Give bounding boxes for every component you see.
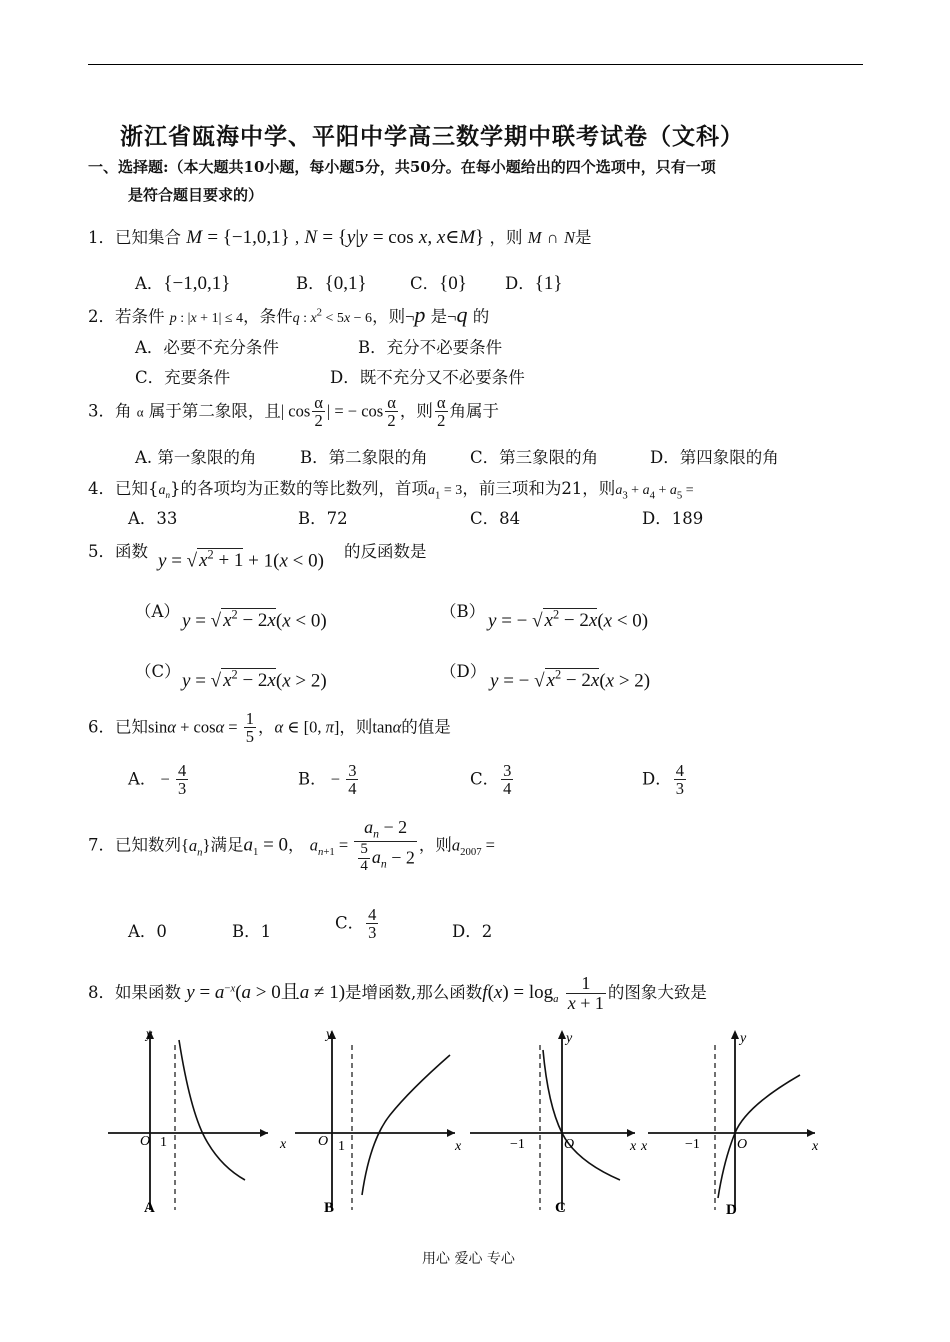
graph-c xyxy=(470,1030,637,1216)
q5-option-a-label: （A） xyxy=(135,602,180,621)
q4-option-b: B．72 xyxy=(298,509,348,528)
q3-option-d: D．第四象限的角 xyxy=(650,448,779,467)
q5-option-d-label: （D） xyxy=(440,662,487,681)
section-heading: 一、选择题:（本大题共10小题，每小题5分，共50分。在每小题给出的四个选项中，只有一项 xyxy=(88,158,716,176)
q7-option-d: D．2 xyxy=(452,922,493,941)
q4-option-c: C．84 xyxy=(470,509,521,528)
graph-b-x: x xyxy=(280,1137,287,1152)
graph-d-y: y xyxy=(740,1031,747,1046)
q5-option-a: y = √ $x^2 - 2x(x < 0)$ xyxy=(182,608,327,632)
graph-a-tick: 1 xyxy=(160,1135,167,1150)
graph-a-y: y xyxy=(146,1027,153,1042)
q2-option-d: D．既不充分又不必要条件 xyxy=(330,368,525,387)
graph-c-letter: C xyxy=(555,1200,566,1216)
q4-option-a: A．33 xyxy=(128,509,178,528)
q6-option-b: B． − $\frac{3}{4}$ xyxy=(298,761,357,799)
graph-b-y: y xyxy=(326,1027,333,1042)
q7-option-a: A．0 xyxy=(128,922,167,941)
graph-b-origin: O xyxy=(318,1134,329,1149)
q7-option-c: C． $\frac{4}{3}$ xyxy=(335,905,377,943)
q5-formula: y = √ $x^2 + 1 + 1(x < 0)$ xyxy=(158,548,324,572)
graph-d-tick: −1 xyxy=(685,1137,700,1152)
question-1: 1．已知集合 M = {−1,0,1} , N = {y|y = cos x, x∈M} ，则 M ∩ N是 xyxy=(88,227,592,248)
header-rule xyxy=(88,64,863,65)
graph-b-letter: B xyxy=(324,1200,335,1216)
q5-option-b: y = − √ $x^2 - 2x(x < 0)$ xyxy=(488,608,649,632)
question-6: 6．已知sinα + cosα = $\frac{1}{5}$ ，α ∈ [0, π]，则tanα的值是 xyxy=(88,709,451,747)
graph-b-tick: 1 xyxy=(338,1139,345,1154)
q4-option-d: D．189 xyxy=(642,509,704,528)
q2-option-c: C．充要条件 xyxy=(135,368,231,387)
q6-option-c: C． $\frac{3}{4}$ xyxy=(470,761,512,799)
q7-option-b: B．1 xyxy=(232,922,272,941)
question-2: 2．若条件 p : |x + 1| ≤ 4，条件q : $x^2 < 5x - 6$，则¬p 是¬q 的 xyxy=(88,302,490,327)
q1-option-d: D．{1} xyxy=(505,273,563,294)
graph-c-x: x xyxy=(630,1139,637,1154)
graph-a-origin: O xyxy=(140,1134,151,1149)
graph-d-x: x xyxy=(641,1139,648,1154)
question-3: 3．角 α 属于第二象限，且| cos $\frac{\alpha}{2}$ | = − cos $\frac{\alpha}{2}$ ，则 $\frac{\alpha}{2}$ 角属于 xyxy=(88,393,500,431)
graph-d-origin: O xyxy=(737,1137,748,1152)
graph-b-x2: x xyxy=(455,1139,462,1154)
q3-option-c: C．第三象限的角 xyxy=(470,448,599,467)
q5-option-c: y = √ $x^2 - 2x(x > 2)$ xyxy=(182,668,327,692)
question-7: 7．已知数列$\{a_n\}$满足$a_1 = 0$， $a_{n+1}$ = $a_n - 2$ $\frac{5}{4}$ $a_n - 2$ ，则$a_{2007}$ = xyxy=(88,817,495,874)
question-4: 4．已知$\{a_n\}$的各项均为正数的等比数列，首项$a_1 = 3$，前三项和为21，则$a_3 + a_4 + a_5$ = xyxy=(88,479,694,502)
q1-option-b: B．{0,1} xyxy=(296,273,367,294)
q5-option-d: y = − √ $x^2 - 2x(x > 2)$ xyxy=(490,668,651,692)
q1-option-c: C．{0} xyxy=(410,273,467,294)
graph-c-origin: O xyxy=(564,1137,575,1152)
graph-d xyxy=(640,1030,819,1218)
q2-option-a: A．必要不充分条件 xyxy=(135,338,279,357)
q3-option-b: B．第二象限的角 xyxy=(300,448,428,467)
page-footer: 用心 爱心 专心 xyxy=(422,1251,515,1267)
graph-d-x2: x xyxy=(812,1139,819,1154)
page-title: 浙江省瓯海中学、平阳中学高三数学期中联考试卷（文科） xyxy=(120,123,744,150)
graph-a xyxy=(108,1027,268,1216)
section-heading-cont: 是符合题目要求的） xyxy=(128,186,264,204)
q2-option-b: B．充分不必要条件 xyxy=(358,338,503,357)
q5-option-c-label: （C） xyxy=(135,662,181,681)
q6-option-d: D． $\frac{4}{3}$ xyxy=(642,761,684,799)
q5-option-b-label: （B） xyxy=(440,602,486,621)
q1-option-a: A．{−1,0,1} xyxy=(135,273,231,294)
q3-option-a: A. 第一象限的角 xyxy=(135,448,257,467)
graph-b xyxy=(279,1027,462,1216)
graph-a-letter: A xyxy=(144,1200,155,1216)
q8-graphs xyxy=(100,1020,840,1230)
graph-d-letter: D xyxy=(726,1202,737,1218)
question-8: 8．如果函数 $y = a^{-x}(a > 0$且a ≠ 1)是增函数,那么函数$f(x) = \log_a$ $\frac{1}{x + 1}$ 的图象大致是 xyxy=(88,973,707,1013)
q5-tail: 的反函数是 xyxy=(344,542,427,561)
question-5: 5．函数 xyxy=(88,542,148,561)
graph-c-y: y xyxy=(566,1031,573,1046)
q6-option-a: A． − $\frac{4}{3}$ xyxy=(128,761,187,799)
graph-c-tick: −1 xyxy=(510,1137,525,1152)
